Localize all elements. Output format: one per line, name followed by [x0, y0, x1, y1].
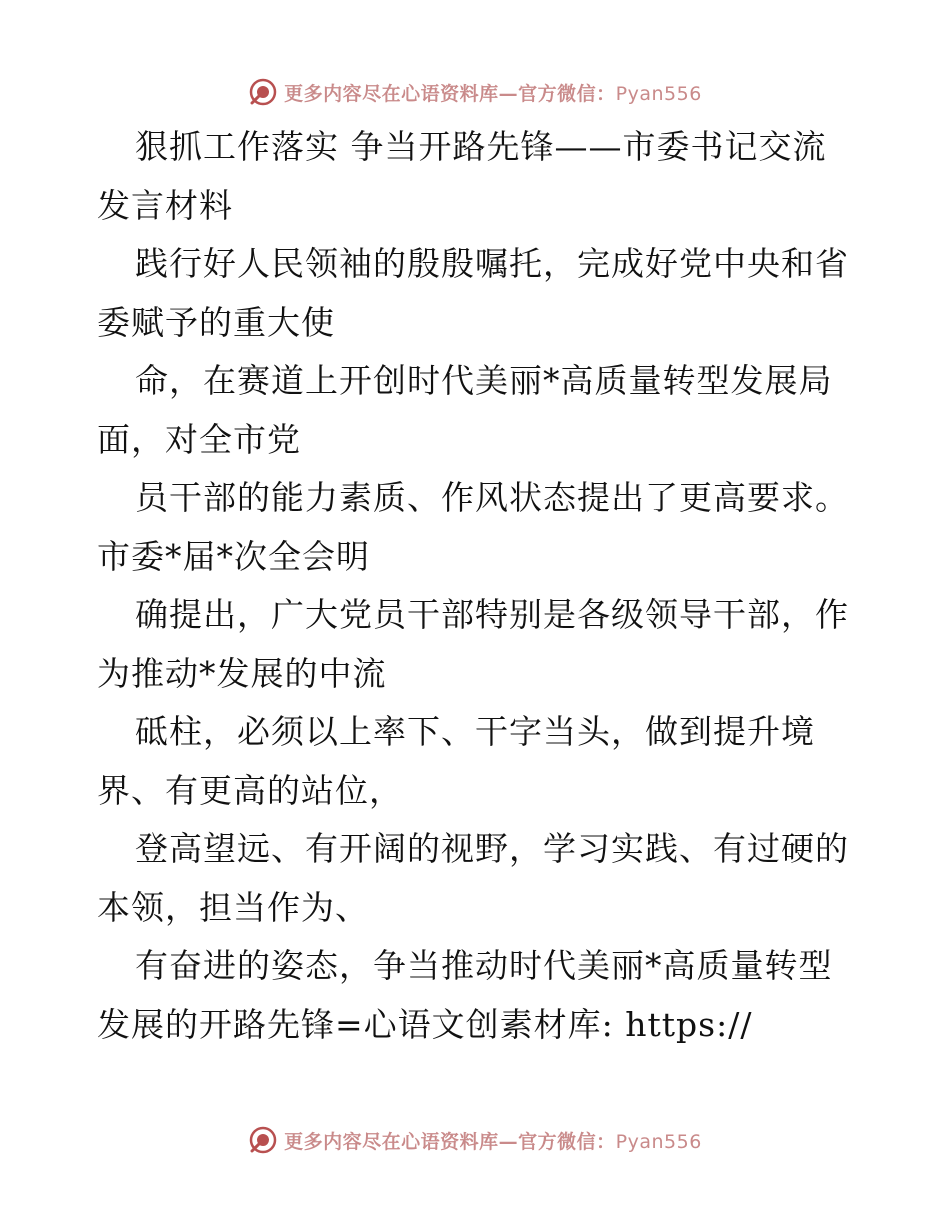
header-banner-cn: 更多内容尽在心语资料库—官方微信： — [284, 82, 616, 105]
header-banner — [0, 72, 950, 112]
header-banner-wechat-id: Pyan556 — [615, 82, 702, 105]
title-line-2: 发言材料 — [97, 185, 233, 225]
paragraph-line-4: 确提出，广大党员干部特别是各级领导干部，作 — [135, 595, 849, 634]
logo-icon — [248, 1125, 278, 1155]
paragraph-line-7-wrap: 发展的开路先锋=心语文创素材库: https:// — [97, 1004, 753, 1044]
paragraph-line-3-wrap: 市委*届*次全会明 — [97, 536, 370, 576]
logo-icon — [248, 77, 278, 107]
paragraph-line-1-wrap: 委赋予的重大使 — [97, 302, 335, 342]
paragraph-line-5: 砥柱，必须以上率下、干字当头，做到提升境 — [135, 712, 815, 751]
paragraph-line-5-wrap: 界、有更高的站位， — [97, 770, 403, 810]
paragraph-line-1: 践行好人民领袖的殷殷嘱托，完成好党中央和省 — [135, 244, 849, 283]
header-banner-text — [284, 79, 702, 106]
document-body — [97, 118, 857, 1054]
title-line-1: 狠抓工作落实 争当开路先锋——市委书记交流 — [135, 127, 827, 166]
paragraph-line-2-wrap: 面，对全市党 — [97, 419, 301, 459]
footer-banner — [0, 1120, 950, 1160]
paragraph-line-6: 登高望远、有开阔的视野，学习实践、有过硬的 — [135, 829, 849, 868]
footer-banner-text — [284, 1127, 702, 1154]
paragraph-line-2: 命，在赛道上开创时代美丽*高质量转型发展局 — [135, 361, 833, 400]
paragraph-line-6-wrap: 本领，担当作为、 — [97, 887, 369, 927]
paragraph-line-4-wrap: 为推动*发展的中流 — [97, 653, 387, 693]
paragraph-line-3: 员干部的能力素质、作风状态提出了更高要求。 — [135, 478, 849, 517]
footer-banner-wechat-id: Pyan556 — [615, 1130, 702, 1153]
paragraph-line-7: 有奋进的姿态，争当推动时代美丽*高质量转型 — [135, 946, 833, 985]
footer-banner-cn: 更多内容尽在心语资料库—官方微信： — [284, 1130, 616, 1153]
